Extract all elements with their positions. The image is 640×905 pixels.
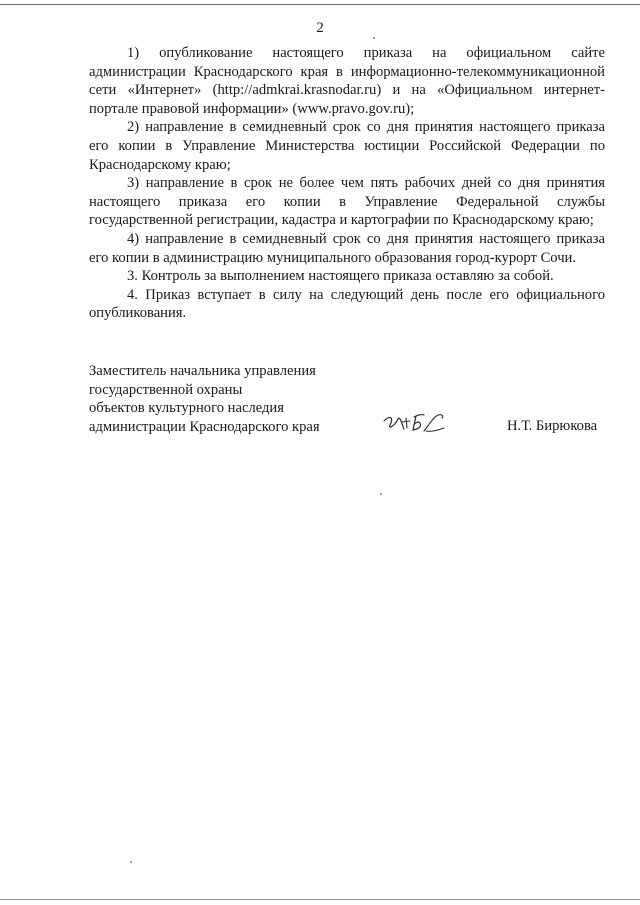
- position-line: Заместитель начальника управления: [89, 363, 316, 379]
- paragraph-sochi-administration: 4) направление в семидневный срок со дня принятия настоящего приказа его копии в администрацию муниципального образования город-курорт Сочи.: [89, 230, 605, 266]
- scan-speck: [380, 493, 382, 495]
- scan-edge-bottom: [0, 899, 640, 900]
- scan-speck: [373, 37, 375, 39]
- handwritten-signature: [380, 409, 450, 439]
- page-number: 2: [316, 20, 324, 36]
- document-body: [89, 44, 605, 323]
- paragraph-effective-date: 4. Приказ вступает в силу на следующий день после его официального опубликования.: [89, 286, 605, 322]
- paragraph-control: 3. Контроль за выполнением настоящего приказа оставляю за собой.: [127, 268, 554, 285]
- scan-edge-top: [0, 4, 640, 5]
- signer-name: Н.Т. Бирюкова: [507, 418, 598, 434]
- paragraph-ministry-justice: 2) направление в семидневный срок со дня принятия настоящего приказа его копии в Управление Министерства юстиции Российской Федерации по Краснодарскому краю;: [89, 119, 605, 173]
- signatory-position: [89, 362, 349, 436]
- paragraph-rosreestr: 3) направление в срок не более чем пять рабочих дней со дня принятия настоящего приказа его копии в Управление Федеральной службы государственной регистрации, кадастра и картографии по Краснодарскому краю;: [89, 175, 605, 229]
- position-line: государственной охраны: [89, 381, 243, 398]
- position-line: объектов культурного наследия: [89, 400, 284, 417]
- position-line: администрации Краснодарского края: [89, 418, 320, 435]
- scan-speck: [130, 861, 132, 863]
- paragraph-publication: 1) опубликование настоящего приказа на официальном сайте администрации Краснодарского края в информационно-телекоммуникационной сети «Интернет» (http://admkrai.krasnodar.ru) и на «Официальном интернет-портале правовой информации» (www.pravo.gov.ru);: [89, 45, 605, 117]
